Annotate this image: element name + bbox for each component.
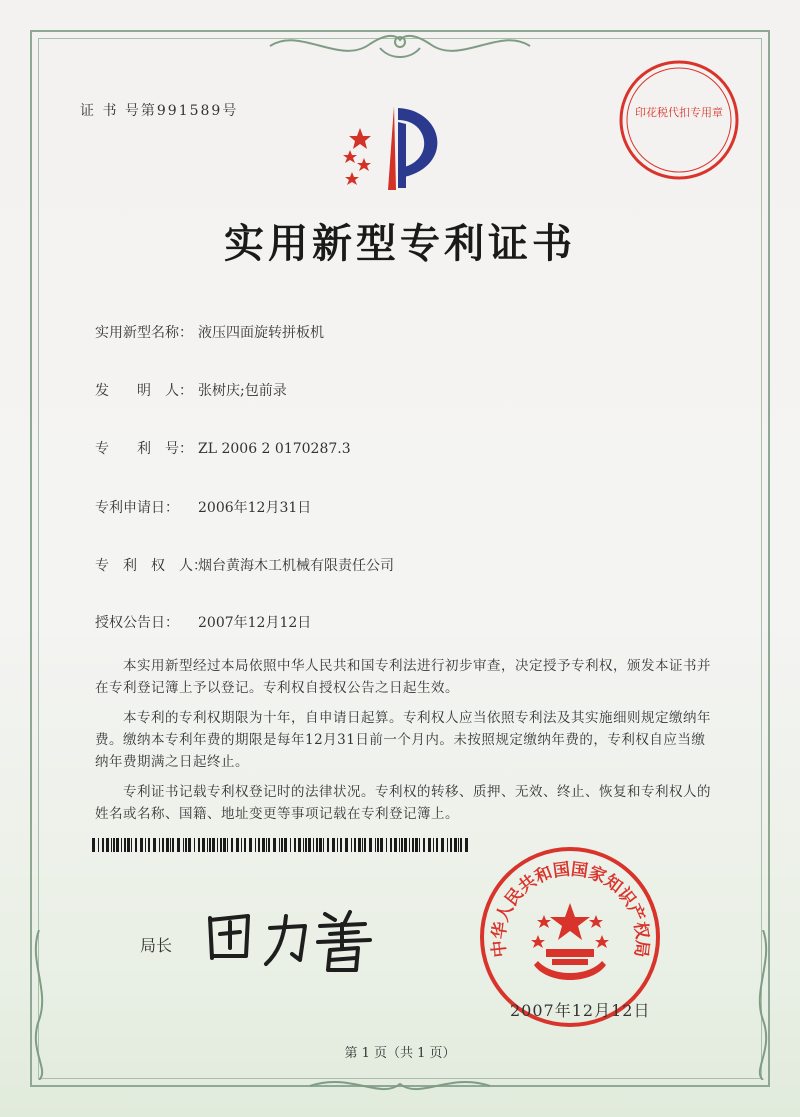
barcode-bar xyxy=(386,838,387,852)
barcode-bar xyxy=(268,838,270,852)
barcode-bar xyxy=(319,838,322,852)
barcode-bar xyxy=(362,838,363,852)
field-label: 发 明 人： xyxy=(95,383,193,399)
field-patent-number xyxy=(95,438,351,458)
barcode-bar xyxy=(266,838,267,852)
barcode-bar xyxy=(337,838,338,852)
barcode-bar xyxy=(399,838,400,852)
barcode-bar xyxy=(375,838,376,852)
field-value: 烟台黄海木工机械有限责任公司 xyxy=(198,558,394,574)
barcode-bar xyxy=(249,838,252,852)
barcode-bar xyxy=(209,838,211,852)
barcode-bar xyxy=(185,838,187,852)
barcode-bar xyxy=(454,838,457,852)
page-number: 第 1 页（共 1 页） xyxy=(344,1046,456,1061)
director-label: 局长 xyxy=(140,936,173,955)
barcode-bar xyxy=(412,838,414,852)
barcode-bar xyxy=(447,838,448,852)
field-label: 实用新型名称： xyxy=(95,325,193,341)
certificate-body xyxy=(95,655,713,833)
director-signature xyxy=(200,898,380,978)
barcode-bar xyxy=(364,838,366,852)
barcode-bar xyxy=(303,838,304,852)
barcode-bar xyxy=(436,838,438,852)
field-value: 液压四面旋转拼板机 xyxy=(198,325,324,341)
barcode-bar xyxy=(212,838,215,852)
barcode-bar xyxy=(92,838,95,852)
barcode-bar xyxy=(433,838,434,852)
barcode-bar xyxy=(170,838,171,852)
barcode-bar xyxy=(162,838,164,852)
barcode-bar xyxy=(354,838,356,852)
barcode-bar xyxy=(340,838,342,852)
barcode-bar xyxy=(194,838,195,852)
barcode-bar xyxy=(441,838,444,852)
barcode-bar xyxy=(148,838,150,852)
barcode-bar xyxy=(177,838,180,852)
barcode-bar xyxy=(401,838,403,852)
barcode-bar xyxy=(281,838,283,852)
field-value: 2006年12月31日 xyxy=(198,500,312,516)
barcode-bar xyxy=(327,838,329,852)
barcode-bar xyxy=(220,838,222,852)
barcode-bar xyxy=(166,838,169,852)
barcode-bar xyxy=(298,838,301,852)
barcode-bar xyxy=(145,838,146,852)
barcode-bar xyxy=(380,838,383,852)
barcode-bar xyxy=(290,838,291,852)
body-paragraph: 本专利的专利权期限为十年，自申请日起算。专利权人应当依照专利法及其实施细则规定缴纳年费。缴纳本专利年费的期限是每年12月31日前一个月内。未按照规定缴纳年费的，专利权自应当缴纳年费期满之日起终止。 xyxy=(95,710,711,770)
barcode-bar xyxy=(236,838,239,852)
patent-office-logo xyxy=(330,98,460,198)
bottom-ornament xyxy=(300,1072,500,1100)
body-paragraph: 专利证书记载专利权登记时的法律状况。专利权的转移、质押、无效、终止、恢复和专利权人的姓名或名称、国籍、地址变更等事项记载在专利登记簿上。 xyxy=(95,784,711,822)
certificate-number: 证 书 号第991589号 xyxy=(80,103,239,119)
barcode-bar xyxy=(127,838,130,852)
field-grant-date xyxy=(95,612,311,632)
barcode-bar xyxy=(465,838,468,852)
field-utility-name xyxy=(95,322,324,342)
barcode-bar xyxy=(202,838,205,852)
barcode-bar xyxy=(377,838,379,852)
barcode-bar xyxy=(255,838,256,852)
field-value: ZL 2006 2 0170287.3 xyxy=(198,441,351,457)
barcode-bar xyxy=(369,838,372,852)
barcode-bar xyxy=(279,838,280,852)
barcode-bar xyxy=(124,838,126,852)
top-ornament xyxy=(260,26,540,66)
barcode-bar xyxy=(111,838,112,852)
field-label: 专 利 权 人： xyxy=(95,558,207,574)
barcode-bar xyxy=(345,838,348,852)
field-value: 张树庆;包前录 xyxy=(198,383,287,399)
barcode-bar xyxy=(284,838,287,852)
barcode-bar xyxy=(419,838,420,852)
barcode-bar xyxy=(159,838,160,852)
barcode xyxy=(92,838,470,852)
field-inventor xyxy=(95,380,287,400)
barcode-bar xyxy=(308,838,311,852)
barcode-bar xyxy=(244,838,246,852)
barcode-bar xyxy=(428,838,431,852)
issue-date: 2007年12月12日 xyxy=(510,1001,651,1020)
barcode-bar xyxy=(394,838,397,852)
barcode-bar xyxy=(332,838,335,852)
field-label: 专利申请日： xyxy=(95,500,179,516)
tax-stamp xyxy=(617,58,741,182)
barcode-bar xyxy=(183,838,184,852)
barcode-bar xyxy=(140,838,143,852)
barcode-bar xyxy=(172,838,174,852)
barcode-bar xyxy=(409,838,410,852)
field-application-date xyxy=(95,497,311,517)
barcode-bar xyxy=(223,838,226,852)
barcode-bar xyxy=(316,838,318,852)
body-paragraph: 本实用新型经过本局依照中华人民共和国专利法进行初步审查，决定授予专利权，颁发本证书并在专利登记簿上予以登记。专利权自授权公告之日起生效。 xyxy=(95,658,711,696)
barcode-bar xyxy=(323,838,324,852)
barcode-bar xyxy=(227,838,228,852)
field-label: 授权公告日： xyxy=(95,615,179,631)
certificate-title: 实用新型专利证书 xyxy=(224,220,576,267)
field-label: 专 利 号： xyxy=(95,441,193,457)
barcode-bar xyxy=(113,838,115,852)
barcode-bar xyxy=(404,838,407,852)
office-seal-text: 中华人民共和国国家知识产权局 xyxy=(489,859,652,959)
barcode-bar xyxy=(415,838,418,852)
barcode-bar xyxy=(241,838,242,852)
field-patentee xyxy=(95,555,394,575)
barcode-bar xyxy=(121,838,122,852)
tax-stamp-text: 印花税代扣专用章 xyxy=(635,106,723,119)
barcode-bar xyxy=(116,838,119,852)
barcode-bar xyxy=(313,838,314,852)
barcode-bar xyxy=(102,838,104,852)
barcode-bar xyxy=(450,838,452,852)
barcode-bar xyxy=(305,838,307,852)
barcode-bar xyxy=(231,838,233,852)
barcode-bar xyxy=(188,838,191,852)
barcode-bar xyxy=(135,838,137,852)
field-value: 2007年12月12日 xyxy=(198,615,312,631)
barcode-bar xyxy=(98,838,99,852)
barcode-bar xyxy=(258,838,260,852)
barcode-bar xyxy=(294,838,296,852)
barcode-bar xyxy=(390,838,392,852)
barcode-bar xyxy=(458,838,459,852)
barcode-bar xyxy=(351,838,352,852)
barcode-bar xyxy=(358,838,361,852)
barcode-bar xyxy=(207,838,208,852)
barcode-bar xyxy=(460,838,462,852)
barcode-bar xyxy=(217,838,218,852)
barcode-bar xyxy=(423,838,425,852)
barcode-bar xyxy=(262,838,265,852)
barcode-bar xyxy=(198,838,200,852)
barcode-bar xyxy=(131,838,132,852)
barcode-bar xyxy=(153,838,156,852)
barcode-bar xyxy=(106,838,109,852)
barcode-bar xyxy=(273,838,276,852)
